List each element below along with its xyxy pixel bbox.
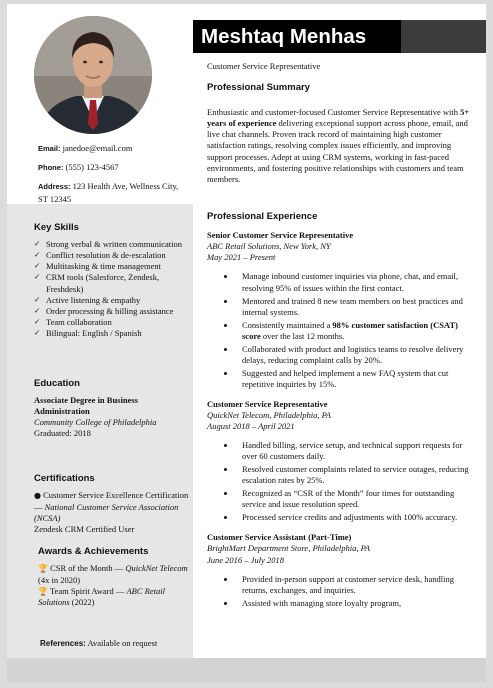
job-dates: August 2018 – April 2021 [207, 421, 295, 432]
job-bullets [207, 271, 475, 389]
email-label: Email: [38, 144, 61, 153]
education-degree: Associate Degree in Business Administration [34, 395, 138, 417]
contact-address [38, 180, 188, 205]
job-bullet: • Recognized as “CSR of the Month” four times for outstanding service and issue resolution speed. [236, 488, 475, 510]
skill-item [34, 250, 189, 261]
contact-block [38, 142, 188, 211]
candidate-name: Meshtaq Menhas [201, 25, 367, 48]
skill-item [34, 317, 189, 328]
job-bullet: • Assisted with managing store loyalty program, [236, 598, 475, 609]
skill-item [34, 261, 189, 272]
bullet-icon: ● [34, 491, 41, 501]
education-section [34, 378, 189, 440]
profile-photo [34, 16, 152, 134]
summary-section [207, 82, 475, 185]
job-entry [207, 230, 475, 390]
job-company: ABC Retail Solutions, New York, NY [207, 241, 331, 252]
skills-section [34, 222, 189, 339]
bullet-highlight: 98% customer satisfaction (CSAT) score [242, 319, 458, 341]
skills-list [34, 239, 189, 338]
summary-text [207, 107, 475, 184]
award-item [38, 586, 193, 608]
check-icon: ✓ [34, 261, 41, 271]
skill-text: Active listening & empathy [46, 294, 141, 305]
contact-email [38, 142, 188, 155]
award-text: CSR of the Month — [50, 563, 126, 574]
job-bullet [236, 320, 475, 342]
address-label: Address: [38, 181, 71, 191]
skill-text: Conflict resolution & de-escalation [46, 250, 166, 261]
experience-heading: Professional Experience [207, 211, 318, 222]
job-title: Senior Customer Service Representative [207, 230, 354, 241]
trophy-icon: 🏆 [38, 586, 48, 596]
phone-label: Phone: [38, 162, 64, 172]
certifications-heading: Certifications [34, 473, 95, 484]
bullet-text: Consistently maintained a [242, 319, 333, 330]
education-heading: Education [34, 378, 80, 389]
job-dates: June 2016 – July 2018 [207, 554, 284, 565]
skill-text: Multitasking & time management [46, 261, 161, 272]
name-bar-accent [401, 20, 486, 53]
skill-text: Strong verbal & written communication [46, 239, 182, 250]
awards-heading: Awards & Achievements [38, 546, 149, 557]
job-bullet: • Suggested and helped implement a new FAQ system that cut repetitive inquiries by 15%. [236, 368, 475, 390]
skill-item [34, 272, 189, 294]
references-line [40, 638, 195, 649]
check-icon: ✓ [34, 272, 41, 282]
address-value: 123 Health Ave, Wellness City, ST 12345 [38, 180, 179, 204]
job-bullet: • Resolved customer complaints related to service outages, reducing escalation rates by 25%. [236, 464, 475, 486]
contact-phone [38, 161, 188, 174]
award-note: (2022) [69, 597, 95, 608]
job-title: Customer Service Representative [207, 398, 328, 409]
award-item [38, 563, 193, 585]
education-graduated: Graduated: 2018 [34, 428, 91, 439]
skill-item [34, 239, 189, 250]
phone-value: (555) 123-4567 [65, 161, 119, 172]
job-bullets [207, 574, 475, 609]
job-company: BrightMart Department Store, Philadelphia, PA [207, 543, 370, 554]
certifications-section [34, 473, 189, 535]
job-bullet: • Manage inbound customer inquiries via phone, chat, and email, resolving 95% of issues within the first contact. [236, 271, 475, 293]
check-icon: ✓ [34, 239, 41, 249]
references-value: Available on request [87, 638, 158, 648]
award-text: Team Spirit Award — [49, 585, 127, 596]
skill-text: Order processing & billing assistance [46, 305, 174, 316]
headline: Customer Service Representative [207, 61, 321, 71]
skill-item [34, 328, 189, 339]
skills-heading: Key Skills [34, 222, 79, 233]
awards-section [38, 546, 193, 608]
certification-item [34, 490, 189, 523]
summary-text-end: delivering exceptional support across phone, email, and live chat channels. Proven track record of maintaining high customer satisfaction ratings, resolving complex issues efficiently, and improving support processes. Adept at using CRM systems, working in fast-paced environments, and fostering positive relationships with customers and team members. [207, 118, 468, 184]
job-company: QuickNet Telecom, Philadelphia, PA [207, 410, 331, 420]
job-entry [207, 532, 475, 608]
trophy-icon: 🏆 [38, 564, 48, 574]
certification-org: National Customer Service Association (NCSA) [34, 501, 179, 523]
education-school: Community College of Philadelphia [34, 417, 157, 428]
award-note: (4x in 2020) [38, 574, 81, 585]
skill-text: CRM tools (Salesforce, Zendesk, Freshdesk) [46, 272, 160, 294]
summary-highlight: 5+ years of experience [207, 107, 470, 129]
references-label: References: [40, 639, 86, 648]
job-bullet: • Processed service credits and adjustments with 100% accuracy. [236, 512, 475, 523]
name-bar [193, 20, 401, 53]
award-org: QuickNet Telecom [125, 563, 188, 574]
email-value[interactable]: janedoe@email.com [62, 143, 133, 153]
job-bullet: • Collaborated with product and logistics teams to resolve delivery delays, reducing complaint calls by 20%. [236, 344, 475, 366]
job-title: Customer Service Assistant (Part-Time) [207, 532, 352, 543]
job-entry [207, 399, 475, 523]
bullet-text: over the last 12 months. [260, 330, 345, 341]
summary-heading: Professional Summary [207, 82, 310, 93]
job-bullet: • Handled billing, service setup, and technical support requests for over 60 customers daily. [236, 440, 475, 462]
resume-page [7, 4, 486, 682]
skill-item [34, 295, 189, 306]
check-icon: ✓ [34, 327, 41, 337]
certification-item [34, 524, 189, 535]
job-dates: May 2021 – Present [207, 252, 276, 263]
bottom-band [7, 658, 486, 682]
check-icon: ✓ [34, 294, 41, 304]
skill-text: Bilingual: English / Spanish [46, 327, 142, 338]
summary-text-start: Enthusiastic and customer-focused Customer Service Representative with [207, 107, 461, 118]
certification-text: Customer Service Excellence Certification — [34, 490, 189, 512]
experience-section [207, 211, 475, 611]
check-icon: ✓ [34, 250, 41, 260]
certification-text: Zendesk CRM Certified User [34, 523, 135, 534]
skill-text: Team collaboration [46, 316, 112, 327]
check-icon: ✓ [34, 316, 41, 326]
skill-item [34, 306, 189, 317]
award-org: ABC Retail Solutions [38, 585, 165, 608]
job-bullet: • Provided in-person support at customer service desk, handling returns, exchanges, and inquiries. [236, 574, 475, 596]
job-bullet: • Mentored and trained 8 new team members on best practices and internal systems. [236, 296, 475, 318]
job-bullets [207, 440, 475, 523]
check-icon: ✓ [34, 305, 41, 315]
